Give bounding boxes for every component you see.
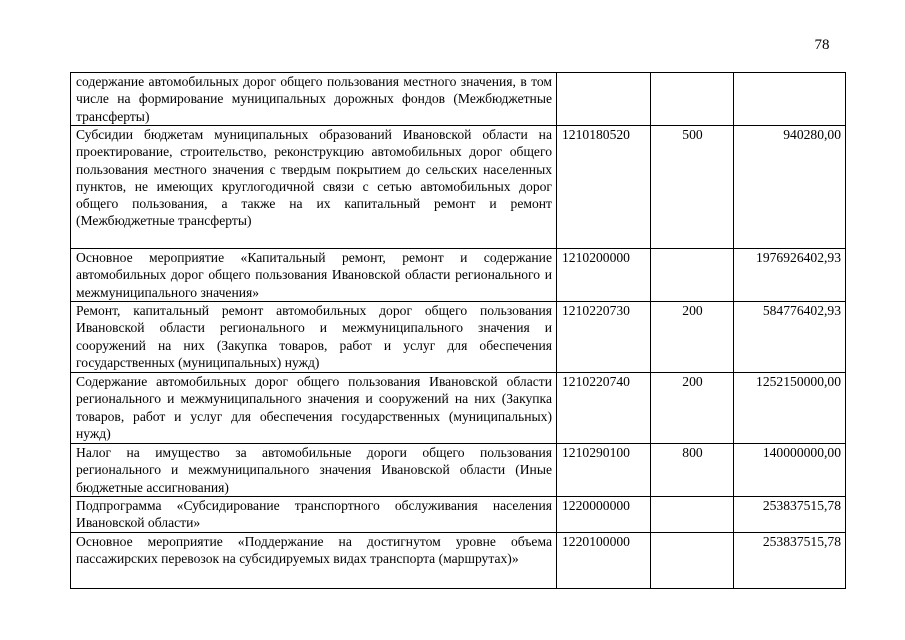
row-description: Налог на имущество за автомобильные дороги общего пользования регионального и межмуниципального значения Ивановской области (Иные бюджетные ассигнования) xyxy=(71,444,557,497)
row-description: Основное мероприятие «Поддержание на достигнутом уровне объема пассажирских перевозок на субсидируемых видах транспорта (маршрутах)» xyxy=(71,532,557,588)
row-amount: 940280,00 xyxy=(734,126,846,249)
table-row xyxy=(71,532,846,588)
row-description: Содержание автомобильных дорог общего пользования Ивановской области регионального и межмуниципального значения и сооружений на них (Закупка товаров, работ и услуг для обеспечения государственных (муниципальных) нужд) xyxy=(71,373,557,444)
budget-table xyxy=(70,72,846,589)
row-expense-type: 200 xyxy=(651,373,734,444)
row-description: Основное мероприятие «Капитальный ремонт, ремонт и содержание автомобильных дорог общего пользования Ивановской области регионального и межмуниципального значения» xyxy=(71,249,557,302)
row-expense-type xyxy=(651,249,734,302)
row-amount: 1252150000,00 xyxy=(734,373,846,444)
table-row xyxy=(71,249,846,302)
row-description: содержание автомобильных дорог общего пользования местного значения, в том числе на формирование муниципальных дорожных фондов (Межбюджетные трансферты) xyxy=(71,73,557,126)
row-target-code: 1210220740 xyxy=(557,373,651,444)
row-target-code: 1210180520 xyxy=(557,126,651,249)
row-target-code: 1210200000 xyxy=(557,249,651,302)
table-row xyxy=(71,302,846,373)
row-expense-type xyxy=(651,497,734,533)
table-row xyxy=(71,126,846,249)
page-number: 78 xyxy=(814,37,830,53)
row-expense-type xyxy=(651,73,734,126)
table-row xyxy=(71,73,846,126)
row-expense-type: 800 xyxy=(651,444,734,497)
row-expense-type xyxy=(651,532,734,588)
row-amount: 584776402,93 xyxy=(734,302,846,373)
row-expense-type: 200 xyxy=(651,302,734,373)
row-amount: 253837515,78 xyxy=(734,497,846,533)
row-target-code: 1220100000 xyxy=(557,532,651,588)
row-target-code: 1210290100 xyxy=(557,444,651,497)
table-row xyxy=(71,444,846,497)
row-description: Подпрограмма «Субсидирование транспортного обслуживания населения Ивановской области» xyxy=(71,497,557,533)
table-row xyxy=(71,373,846,444)
row-target-code: 1220000000 xyxy=(557,497,651,533)
row-amount xyxy=(734,73,846,126)
row-description: Ремонт, капитальный ремонт автомобильных дорог общего пользования Ивановской области регионального и межмуниципального значения и сооружений на них (Закупка товаров, работ и услуг для обеспечения государственных (муниципальных) нужд) xyxy=(71,302,557,373)
row-description: Субсидии бюджетам муниципальных образований Ивановской области на проектирование, строительство, реконструкцию автомобильных дорог общего пользования местного значения с твердым покрытием до сельских населенных пунктов, не имеющих круглогодичной связи с сетью автомобильных дорог общего пользования, а также на их капитальный ремонт и ремонт (Межбюджетные трансферты) xyxy=(71,126,557,249)
row-target-code xyxy=(557,73,651,126)
row-amount: 1976926402,93 xyxy=(734,249,846,302)
row-target-code: 1210220730 xyxy=(557,302,651,373)
table-row xyxy=(71,497,846,533)
row-amount: 253837515,78 xyxy=(734,532,846,588)
row-expense-type: 500 xyxy=(651,126,734,249)
row-amount: 140000000,00 xyxy=(734,444,846,497)
